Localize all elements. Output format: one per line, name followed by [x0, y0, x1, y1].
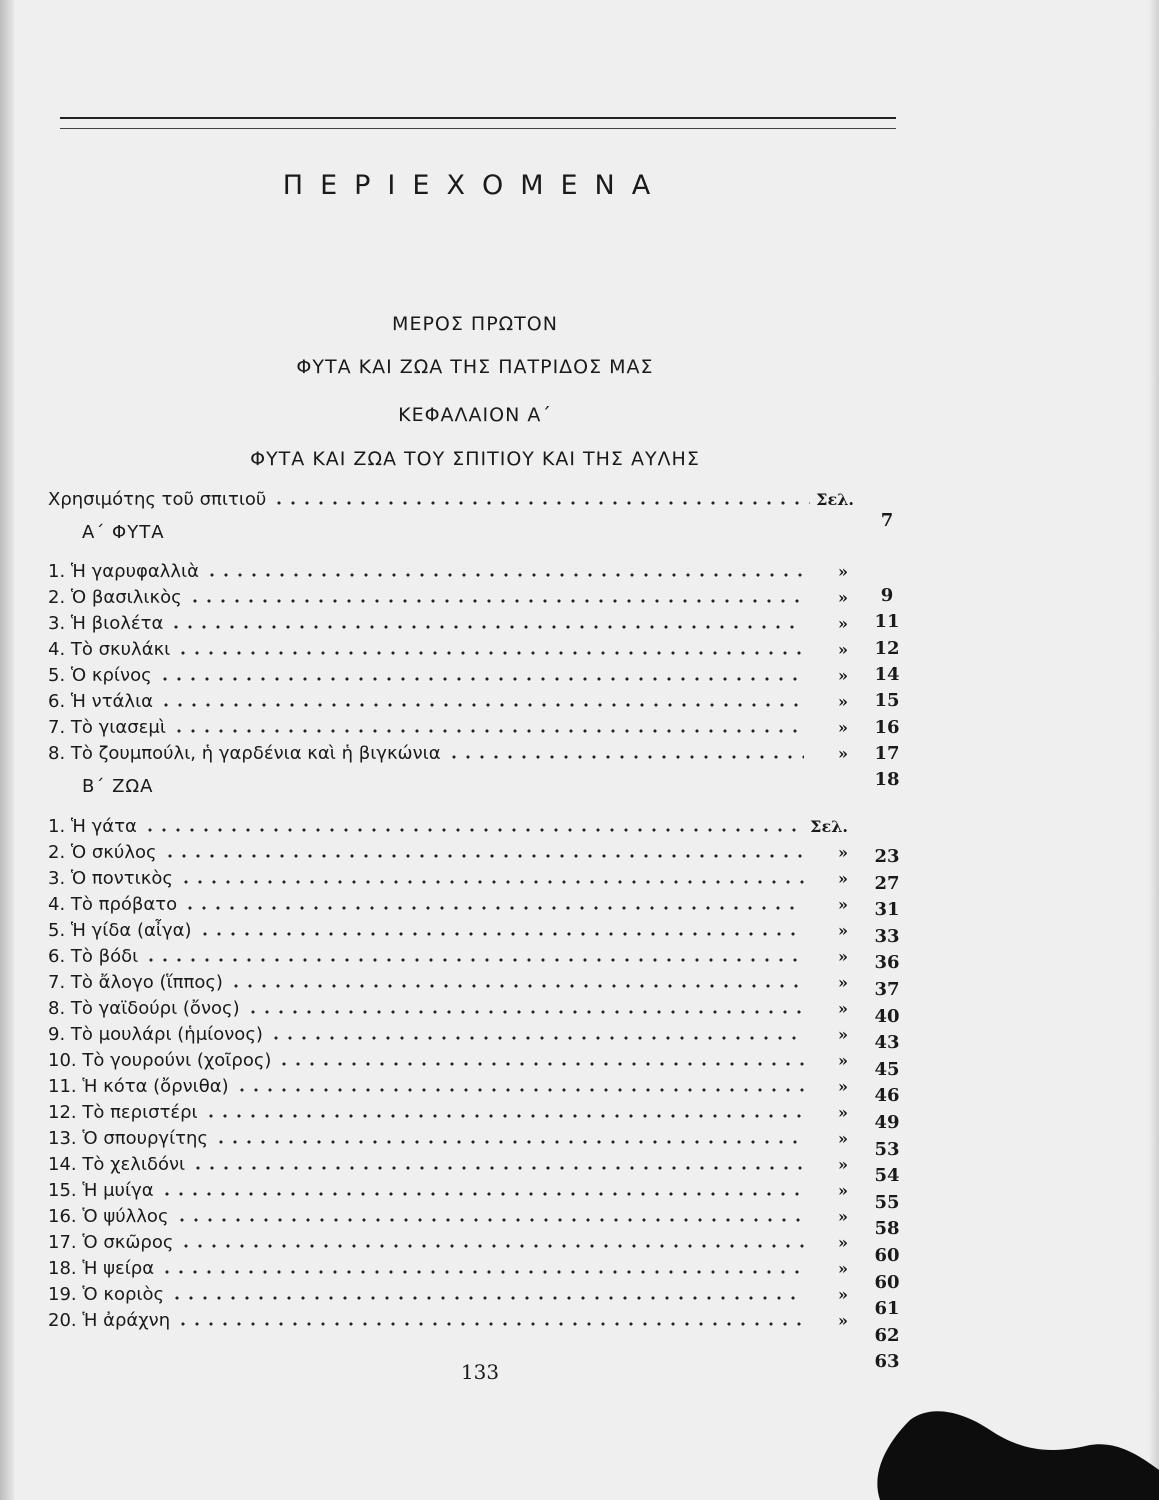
page-abbrev: »: [838, 1051, 848, 1070]
page-abbrev: »: [838, 895, 848, 914]
toc-entry-label: 5. Ὁ κρίνος: [48, 665, 152, 686]
toc-page-number: 58: [874, 1218, 900, 1240]
toc-entry: [48, 586, 848, 610]
page-abbrev: »: [838, 1311, 848, 1330]
toc-entry: [48, 1127, 848, 1151]
part-subtitle: ΦΥΤΑ ΚΑΙ ΖΩΑ ΤΗΣ ΠΑΤΡΙΔΟΣ ΜΑΣ: [296, 356, 654, 378]
dot-leader: [176, 1322, 804, 1326]
toc-entry: [48, 841, 848, 865]
toc-entry-label: 4. Τὸ πρόβατο: [48, 894, 178, 915]
toc-entry: [48, 945, 848, 969]
dot-leader: [170, 1296, 804, 1300]
page-abbrev: »: [838, 1129, 848, 1148]
toc-entry-label: 15. Ἡ μυίγα: [48, 1180, 154, 1201]
page-abbrev: »: [838, 718, 848, 737]
toc-entry-label: 7. Τὸ γιασεμὶ: [48, 717, 166, 738]
toc-entry: [48, 742, 848, 766]
dot-leader: [179, 880, 804, 884]
toc-page-number: 62: [874, 1324, 900, 1346]
dot-leader: [204, 1114, 804, 1118]
toc-entry: [48, 997, 848, 1021]
dot-leader: [160, 1270, 804, 1274]
page-abbrev: »: [838, 1103, 848, 1122]
toc-entry-label: 12. Τὸ περιστέρι: [48, 1102, 198, 1123]
page-abbrev: »: [838, 999, 848, 1018]
page-abbrev: »: [838, 921, 848, 940]
toc-page-number: 49: [874, 1112, 900, 1133]
dot-leader: [172, 729, 804, 733]
toc-entry: [48, 1283, 848, 1307]
toc-page-number: 60: [874, 1245, 900, 1266]
part-heading: ΜΕΡΟΣ ΠΡΩΤΟΝ: [392, 313, 558, 335]
toc-entry-label: 2. Ὁ σκύλος: [48, 842, 157, 863]
page-edge-right: [1149, 0, 1159, 1500]
page-abbrev: »: [838, 1285, 848, 1304]
toc-entry-label: 7. Τὸ ἄλογο (ἵππος): [48, 972, 223, 993]
toc-entry: [48, 716, 848, 740]
page-abbrev: Σελ.: [816, 490, 854, 509]
toc-page-number: 11: [874, 611, 900, 633]
page-abbrev: »: [838, 666, 848, 685]
toc-entry: [48, 690, 848, 714]
dot-leader: [158, 677, 804, 681]
toc-page-number: 46: [874, 1085, 900, 1107]
toc-entry: [48, 1101, 848, 1125]
dot-leader: [246, 1010, 804, 1014]
toc-entry: [48, 1309, 848, 1333]
toc-entry-label: 6. Τὸ βόδι: [48, 946, 139, 967]
dot-leader: [144, 958, 804, 962]
toc-entry-label: 1. Ἡ γαρυφαλλιὰ: [48, 561, 200, 582]
dot-leader: [235, 1088, 804, 1092]
toc-entry: [48, 560, 848, 584]
toc-entry-label: 1. Ἡ γάτα: [48, 816, 137, 837]
toc-entry: [48, 1257, 848, 1281]
toc-page-number: 12: [874, 637, 900, 659]
toc-entry: [48, 1231, 848, 1255]
toc-entry-label: 3. Ὁ ποντικὸς: [48, 868, 173, 889]
toc-entry: [48, 1023, 848, 1047]
page-abbrev: »: [838, 614, 848, 633]
toc-entry-label: Χρησιμότης τοῦ σπιτιοῦ: [48, 489, 267, 510]
toc-entry-label: 18. Ἡ ψείρα: [48, 1258, 155, 1279]
page-abbrev: »: [838, 640, 848, 659]
page-abbrev: »: [838, 1233, 848, 1252]
page-abbrev: »: [838, 562, 848, 581]
toc-page-number: 43: [874, 1032, 900, 1054]
toc-page-number: 7: [880, 510, 894, 531]
dot-leader: [169, 625, 804, 629]
toc-entry: [48, 815, 848, 839]
toc-entry: [48, 893, 848, 917]
toc-page-number: 54: [874, 1165, 900, 1187]
dot-leader: [163, 854, 804, 858]
toc-entry: [48, 1179, 848, 1203]
toc-entry: [48, 1153, 848, 1177]
toc-entry: [48, 971, 848, 995]
dot-leader: [229, 984, 804, 988]
header-rule: [60, 117, 896, 119]
toc-entry-label: 20. Ἡ ἀράχνη: [48, 1310, 171, 1331]
dot-leader: [183, 906, 804, 910]
toc-entry-label: 8. Τὸ γαϊδούρι (ὄνος): [48, 998, 240, 1019]
chapter-subtitle: ΦΥΤΑ ΚΑΙ ΖΩΑ ΤΟΥ ΣΠΙΤΙΟΥ ΚΑΙ ΤΗΣ ΑΥΛΗΣ: [250, 448, 700, 470]
page-abbrev: »: [838, 1259, 848, 1278]
toc-entry-intro: [48, 488, 854, 512]
toc-entry-label: 17. Ὁ σκῶρος: [48, 1232, 174, 1253]
toc-page-number: 45: [874, 1058, 900, 1080]
toc-page-number: 15: [874, 690, 900, 712]
dot-leader: [179, 1244, 804, 1248]
toc-page-number: 9: [880, 585, 894, 606]
page-abbrev: »: [838, 973, 848, 992]
dot-leader: [176, 651, 804, 655]
toc-page-number: 37: [874, 979, 900, 1000]
toc-entry-label: 19. Ὁ κοριὸς: [48, 1284, 165, 1305]
toc-entry-label: 9. Τὸ μουλάρι (ἡμίονος): [48, 1024, 263, 1045]
toc-entry: [48, 1075, 848, 1099]
page-abbrev: »: [838, 744, 848, 763]
dot-leader: [447, 755, 804, 759]
section-heading-animals: Β΄ ΖΩΑ: [82, 776, 154, 797]
toc-page-number: 16: [874, 716, 900, 738]
dot-leader: [272, 501, 810, 505]
dot-leader: [205, 573, 804, 577]
toc-page-number: 17: [874, 742, 900, 764]
toc-page-number: 53: [874, 1138, 900, 1160]
toc-entry-label: 16. Ὁ ψύλλος: [48, 1206, 169, 1227]
page-abbrev: »: [838, 869, 848, 888]
section-heading-plants: Α΄ ΦΥΤΑ: [82, 522, 165, 543]
toc-entry: [48, 664, 848, 688]
toc-page-number: 18: [874, 769, 900, 791]
dot-leader: [143, 828, 804, 832]
header-rule-thin: [60, 128, 896, 129]
dot-leader: [191, 1166, 804, 1170]
dot-leader: [269, 1036, 804, 1040]
toc-entry-label: 6. Ἡ ντάλια: [48, 691, 154, 712]
page-abbrev: »: [838, 843, 848, 862]
toc-entry: [48, 612, 848, 636]
dot-leader: [188, 599, 804, 603]
toc-entry-label: 2. Ὁ βασιλικὸς: [48, 587, 182, 608]
toc-entry-label: 11. Ἡ κότα (ὄρνιθα): [48, 1076, 229, 1097]
dot-leader: [159, 703, 804, 707]
toc-entry: [48, 1049, 848, 1073]
page-abbrev: »: [838, 692, 848, 711]
toc-page-number: 60: [874, 1271, 900, 1293]
toc-entry: [48, 638, 848, 662]
toc-page-number: 40: [874, 1005, 900, 1027]
page-number: 133: [460, 1360, 500, 1384]
chapter-heading: ΚΕΦΑΛΑΙΟΝ Α΄: [398, 404, 552, 426]
toc-page-number: 31: [874, 899, 900, 921]
dot-leader: [198, 932, 804, 936]
toc-entry: [48, 867, 848, 891]
toc-page-number: 63: [874, 1351, 900, 1373]
page-abbrev: »: [838, 1207, 848, 1226]
toc-entry-label: 4. Τὸ σκυλάκι: [48, 639, 171, 660]
toc-page-number: 55: [874, 1191, 900, 1213]
toc-page-number: 33: [874, 925, 900, 947]
toc-page-number: 23: [874, 846, 900, 867]
dot-leader: [175, 1218, 804, 1222]
toc-entry-label: 10. Τὸ γουρούνι (χοῖρος): [48, 1050, 272, 1071]
toc-entry-label: 5. Ἡ γίδα (αἶγα): [48, 920, 192, 941]
dot-leader: [160, 1192, 804, 1196]
torn-corner: [850, 1400, 1159, 1500]
page-abbrev: »: [838, 1025, 848, 1044]
page-edge-left: [0, 0, 14, 1500]
page-abbrev: »: [838, 947, 848, 966]
toc-entry: [48, 919, 848, 943]
page-title: ΠΕΡΙΕΧΟΜΕΝΑ: [282, 170, 668, 201]
toc-entry-label: 13. Ὁ σπουργίτης: [48, 1128, 208, 1149]
page-abbrev: »: [838, 1181, 848, 1200]
toc-entry-label: 14. Τὸ χελιδόνι: [48, 1154, 186, 1175]
toc-page-number: 14: [874, 663, 900, 685]
dot-leader: [277, 1062, 804, 1066]
toc-entry: [48, 1205, 848, 1229]
toc-entry-label: 3. Ἡ βιολέτα: [48, 613, 164, 634]
toc-page-number: 27: [874, 872, 900, 894]
toc-page-number: 61: [874, 1298, 900, 1320]
page-abbrev: Σελ.: [810, 817, 848, 836]
page-abbrev: »: [838, 1155, 848, 1174]
toc-page-number: 36: [874, 952, 900, 974]
page-abbrev: »: [838, 588, 848, 607]
dot-leader: [214, 1140, 804, 1144]
toc-entry-label: 8. Τὸ ζουμπούλι, ἡ γαρδένια καὶ ἡ βιγκώνια: [48, 743, 441, 764]
page-abbrev: »: [838, 1077, 848, 1096]
